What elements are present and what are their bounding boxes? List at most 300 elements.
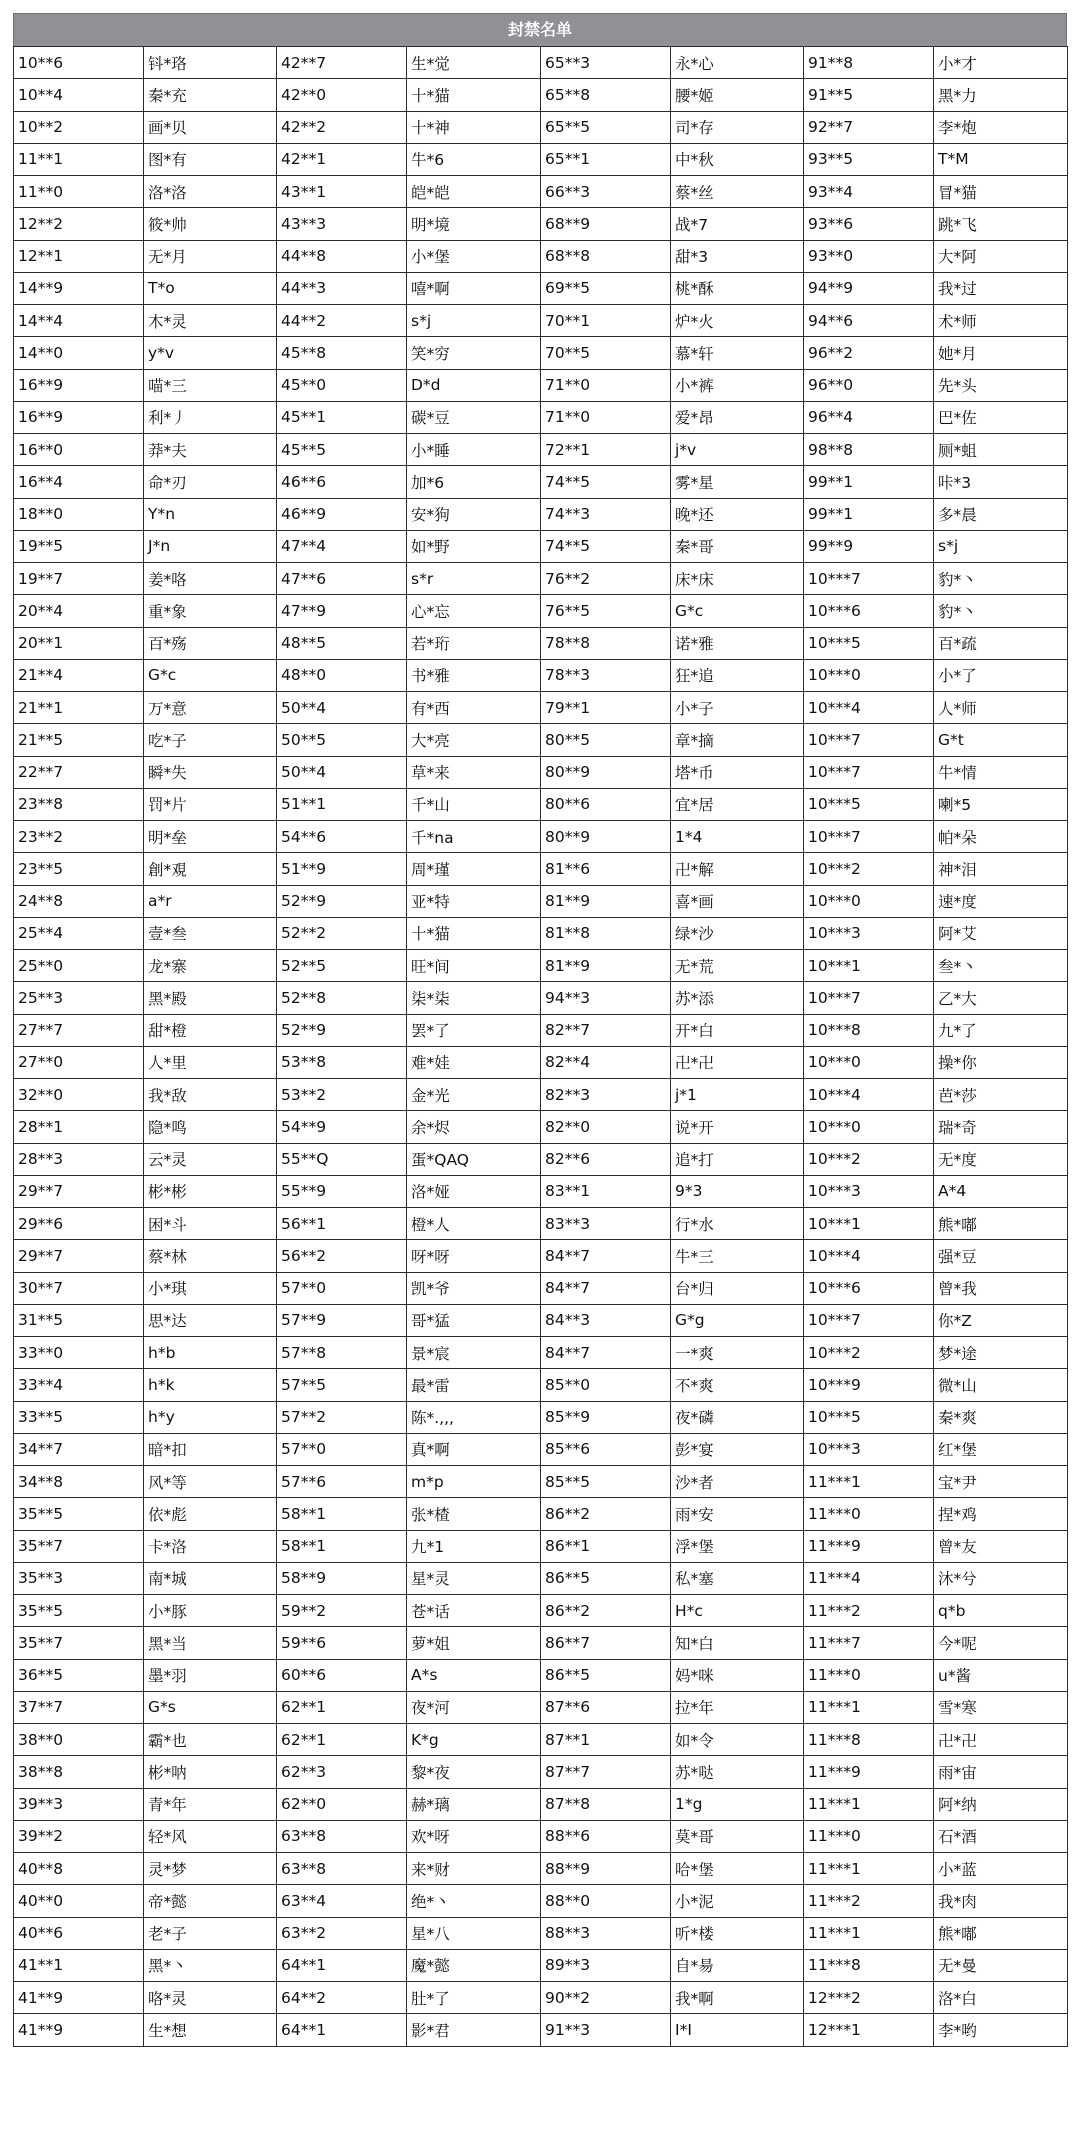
id-cell: 10***5 — [804, 788, 934, 820]
name-cell: 咔*3 — [934, 466, 1068, 498]
id-cell: 23**2 — [14, 821, 144, 853]
id-cell: 37**7 — [14, 1691, 144, 1723]
id-cell: 11**1 — [14, 143, 144, 175]
id-cell: 21**1 — [14, 692, 144, 724]
id-cell: 10***5 — [804, 1401, 934, 1433]
table-row — [14, 143, 1068, 175]
id-cell: 20**1 — [14, 627, 144, 659]
name-cell: 老*子 — [144, 1917, 277, 1949]
table-row — [14, 2014, 1068, 2046]
table-row — [14, 692, 1068, 724]
table-title: 封禁名单 — [13, 13, 1067, 46]
id-cell: 18**0 — [14, 498, 144, 530]
id-cell: 57**0 — [277, 1272, 407, 1304]
id-cell: 64**2 — [277, 1982, 407, 2014]
id-cell: 11***8 — [804, 1724, 934, 1756]
name-cell: s*r — [407, 563, 541, 595]
id-cell: 82**7 — [541, 1014, 671, 1046]
name-cell: D*d — [407, 369, 541, 401]
table-row — [14, 982, 1068, 1014]
name-cell: 皑*皑 — [407, 176, 541, 208]
table-row — [14, 756, 1068, 788]
name-cell: 隐*鸣 — [144, 1111, 277, 1143]
name-cell: 夜*河 — [407, 1691, 541, 1723]
name-cell: u*酱 — [934, 1659, 1068, 1691]
name-cell: 大*亮 — [407, 724, 541, 756]
id-cell: 81**8 — [541, 917, 671, 949]
id-cell: 65**1 — [541, 143, 671, 175]
id-cell: 11***0 — [804, 1820, 934, 1852]
id-cell: 86**5 — [541, 1562, 671, 1594]
name-cell: 困*斗 — [144, 1208, 277, 1240]
id-cell: 42**0 — [277, 79, 407, 111]
name-cell: 十*神 — [407, 111, 541, 143]
name-cell: 罢*了 — [407, 1014, 541, 1046]
name-cell: 苏*哒 — [671, 1756, 804, 1788]
id-cell: 10***3 — [804, 1433, 934, 1465]
id-cell: 25**3 — [14, 982, 144, 1014]
name-cell: 蛋*QAQ — [407, 1143, 541, 1175]
id-cell: 48**5 — [277, 627, 407, 659]
id-cell: 48**0 — [277, 659, 407, 691]
table-row — [14, 1046, 1068, 1078]
name-cell: 不*爽 — [671, 1369, 804, 1401]
name-cell: 李*哟 — [934, 2014, 1068, 2046]
id-cell: 42**1 — [277, 143, 407, 175]
id-cell: 10**4 — [14, 79, 144, 111]
id-cell: 42**2 — [277, 111, 407, 143]
name-cell: 梦*途 — [934, 1337, 1068, 1369]
id-cell: 45**5 — [277, 434, 407, 466]
id-cell: 12**1 — [14, 240, 144, 272]
id-cell: 25**4 — [14, 917, 144, 949]
name-cell: 诺*雅 — [671, 627, 804, 659]
table-row — [14, 240, 1068, 272]
table-row — [14, 1788, 1068, 1820]
id-cell: 23**8 — [14, 788, 144, 820]
name-cell: 1*g — [671, 1788, 804, 1820]
id-cell: 22**7 — [14, 756, 144, 788]
id-cell: 68**9 — [541, 208, 671, 240]
id-cell: 91**5 — [804, 79, 934, 111]
id-cell: 87**8 — [541, 1788, 671, 1820]
name-cell: 知*白 — [671, 1627, 804, 1659]
table-row — [14, 79, 1068, 111]
table-row — [14, 272, 1068, 304]
id-cell: 57**9 — [277, 1304, 407, 1336]
name-cell: 慕*轩 — [671, 337, 804, 369]
name-cell: s*j — [407, 305, 541, 337]
name-cell: 无*度 — [934, 1143, 1068, 1175]
name-cell: 墨*羽 — [144, 1659, 277, 1691]
id-cell: 10***0 — [804, 885, 934, 917]
name-cell: 黑*力 — [934, 79, 1068, 111]
id-cell: 51**9 — [277, 853, 407, 885]
id-cell: 80**9 — [541, 756, 671, 788]
name-cell: 小*泥 — [671, 1885, 804, 1917]
name-cell: 风*等 — [144, 1466, 277, 1498]
name-cell: 图*有 — [144, 143, 277, 175]
name-cell: 阿*纳 — [934, 1788, 1068, 1820]
name-cell: 若*珩 — [407, 627, 541, 659]
id-cell: 47**6 — [277, 563, 407, 595]
name-cell: 司*存 — [671, 111, 804, 143]
name-cell: 绿*沙 — [671, 917, 804, 949]
name-cell: a*r — [144, 885, 277, 917]
id-cell: 10***4 — [804, 692, 934, 724]
id-cell: 41**9 — [14, 1982, 144, 2014]
name-cell: 熊*嘟 — [934, 1208, 1068, 1240]
id-cell: 93**4 — [804, 176, 934, 208]
table-row — [14, 1691, 1068, 1723]
table-row — [14, 401, 1068, 433]
name-cell: 小*堡 — [407, 240, 541, 272]
id-cell: 57**2 — [277, 1401, 407, 1433]
table-row — [14, 1208, 1068, 1240]
id-cell: 62**1 — [277, 1691, 407, 1723]
table-row — [14, 498, 1068, 530]
name-cell: 最*雷 — [407, 1369, 541, 1401]
name-cell: 战*7 — [671, 208, 804, 240]
name-cell: 曾*友 — [934, 1530, 1068, 1562]
id-cell: 42**7 — [277, 47, 407, 79]
id-cell: 10**2 — [14, 111, 144, 143]
name-cell: 彭*宴 — [671, 1433, 804, 1465]
id-cell: 57**6 — [277, 1466, 407, 1498]
name-cell: 九*1 — [407, 1530, 541, 1562]
name-cell: 熊*嘟 — [934, 1917, 1068, 1949]
id-cell: 10***8 — [804, 1014, 934, 1046]
id-cell: 63**4 — [277, 1885, 407, 1917]
id-cell: 52**9 — [277, 1014, 407, 1046]
id-cell: 11***4 — [804, 1562, 934, 1594]
table-row — [14, 1853, 1068, 1885]
table-row — [14, 1337, 1068, 1369]
id-cell: 11***1 — [804, 1853, 934, 1885]
table-row — [14, 1272, 1068, 1304]
id-cell: 39**3 — [14, 1788, 144, 1820]
name-cell: j*v — [671, 434, 804, 466]
id-cell: 11***0 — [804, 1659, 934, 1691]
name-cell: 余*烬 — [407, 1111, 541, 1143]
id-cell: 81**6 — [541, 853, 671, 885]
id-cell: 29**7 — [14, 1175, 144, 1207]
name-cell: 星*灵 — [407, 1562, 541, 1594]
id-cell: 46**6 — [277, 466, 407, 498]
name-cell: 碳*豆 — [407, 401, 541, 433]
name-cell: 帝*懿 — [144, 1885, 277, 1917]
name-cell: 强*豆 — [934, 1240, 1068, 1272]
name-cell: j*1 — [671, 1079, 804, 1111]
id-cell: 57**5 — [277, 1369, 407, 1401]
id-cell: 33**0 — [14, 1337, 144, 1369]
id-cell: 98**8 — [804, 434, 934, 466]
name-cell: 宜*居 — [671, 788, 804, 820]
id-cell: 11***1 — [804, 1788, 934, 1820]
id-cell: 35**3 — [14, 1562, 144, 1594]
table-row — [14, 176, 1068, 208]
name-cell: 洛*白 — [934, 1982, 1068, 2014]
name-cell: 依*彪 — [144, 1498, 277, 1530]
table-row — [14, 1562, 1068, 1594]
id-cell: 99**9 — [804, 530, 934, 562]
id-cell: 20**4 — [14, 595, 144, 627]
name-cell: 喇*5 — [934, 788, 1068, 820]
id-cell: 10***7 — [804, 563, 934, 595]
table-row — [14, 1111, 1068, 1143]
name-cell: 狂*追 — [671, 659, 804, 691]
name-cell: 凯*爷 — [407, 1272, 541, 1304]
name-cell: 嘻*啊 — [407, 272, 541, 304]
id-cell: 11***9 — [804, 1530, 934, 1562]
id-cell: 66**3 — [541, 176, 671, 208]
id-cell: 11**0 — [14, 176, 144, 208]
name-cell: 重*象 — [144, 595, 277, 627]
name-cell: 有*西 — [407, 692, 541, 724]
table-row — [14, 1498, 1068, 1530]
name-cell: 张*楂 — [407, 1498, 541, 1530]
name-cell: 画*贝 — [144, 111, 277, 143]
id-cell: 11***7 — [804, 1627, 934, 1659]
name-cell: 甜*橙 — [144, 1014, 277, 1046]
name-cell: 卡*洛 — [144, 1530, 277, 1562]
id-cell: 19**7 — [14, 563, 144, 595]
id-cell: 62**1 — [277, 1724, 407, 1756]
name-cell: 多*晨 — [934, 498, 1068, 530]
name-cell: 9*3 — [671, 1175, 804, 1207]
id-cell: 82**4 — [541, 1046, 671, 1078]
name-cell: 秦*充 — [144, 79, 277, 111]
name-cell: 創*覌 — [144, 853, 277, 885]
name-cell: 雨*安 — [671, 1498, 804, 1530]
name-cell: 牛*6 — [407, 143, 541, 175]
table-row — [14, 111, 1068, 143]
id-cell: 12***1 — [804, 2014, 934, 2046]
name-cell: 自*昜 — [671, 1949, 804, 1981]
id-cell: 55**9 — [277, 1175, 407, 1207]
name-cell: q*b — [934, 1595, 1068, 1627]
name-cell: 沐*兮 — [934, 1562, 1068, 1594]
id-cell: 24**8 — [14, 885, 144, 917]
id-cell: 27**0 — [14, 1046, 144, 1078]
id-cell: 10***1 — [804, 950, 934, 982]
id-cell: 84**7 — [541, 1337, 671, 1369]
id-cell: 99**1 — [804, 466, 934, 498]
name-cell: 台*归 — [671, 1272, 804, 1304]
id-cell: 59**6 — [277, 1627, 407, 1659]
id-cell: 93**6 — [804, 208, 934, 240]
name-cell: 命*刃 — [144, 466, 277, 498]
name-cell: 爱*昂 — [671, 401, 804, 433]
name-cell: 我*啊 — [671, 1982, 804, 2014]
name-cell: 绝*丶 — [407, 1885, 541, 1917]
id-cell: 11***1 — [804, 1917, 934, 1949]
name-cell: 千*na — [407, 821, 541, 853]
table-row — [14, 1401, 1068, 1433]
name-cell: y*v — [144, 337, 277, 369]
name-cell: 影*君 — [407, 2014, 541, 2046]
id-cell: 10***2 — [804, 1337, 934, 1369]
id-cell: 63**2 — [277, 1917, 407, 1949]
name-cell: 罚*片 — [144, 788, 277, 820]
id-cell: 10***1 — [804, 1208, 934, 1240]
id-cell: 76**5 — [541, 595, 671, 627]
table-row — [14, 1627, 1068, 1659]
name-cell: 肚*了 — [407, 1982, 541, 2014]
name-cell: 明*境 — [407, 208, 541, 240]
name-cell: 秦*哥 — [671, 530, 804, 562]
id-cell: 39**2 — [14, 1820, 144, 1852]
table-row — [14, 1756, 1068, 1788]
table-row — [14, 1917, 1068, 1949]
id-cell: 88**0 — [541, 1885, 671, 1917]
id-cell: 94**3 — [541, 982, 671, 1014]
name-cell: 哥*猛 — [407, 1304, 541, 1336]
name-cell: 沙*者 — [671, 1466, 804, 1498]
id-cell: 10***2 — [804, 1143, 934, 1175]
table-row — [14, 47, 1068, 79]
name-cell: 明*垒 — [144, 821, 277, 853]
id-cell: 74**3 — [541, 498, 671, 530]
name-cell: 安*狗 — [407, 498, 541, 530]
table-row — [14, 1724, 1068, 1756]
id-cell: 68**8 — [541, 240, 671, 272]
id-cell: 11***0 — [804, 1498, 934, 1530]
id-cell: 50**4 — [277, 756, 407, 788]
ban-list — [13, 13, 1067, 2047]
id-cell: 16**9 — [14, 369, 144, 401]
name-cell: 加*6 — [407, 466, 541, 498]
name-cell: h*k — [144, 1369, 277, 1401]
table-row — [14, 305, 1068, 337]
id-cell: 91**3 — [541, 2014, 671, 2046]
name-cell: 如*野 — [407, 530, 541, 562]
name-cell: 来*财 — [407, 1853, 541, 1885]
name-cell: 筱*帅 — [144, 208, 277, 240]
id-cell: 19**5 — [14, 530, 144, 562]
name-cell: 黑*丶 — [144, 1949, 277, 1981]
name-cell: T*o — [144, 272, 277, 304]
id-cell: 64**1 — [277, 2014, 407, 2046]
table-row — [14, 1014, 1068, 1046]
name-cell: 牛*情 — [934, 756, 1068, 788]
id-cell: 29**6 — [14, 1208, 144, 1240]
id-cell: 94**6 — [804, 305, 934, 337]
name-cell: 轻*风 — [144, 1820, 277, 1852]
name-cell: 黑*当 — [144, 1627, 277, 1659]
id-cell: 10***7 — [804, 982, 934, 1014]
id-cell: 84**7 — [541, 1272, 671, 1304]
id-cell: 88**9 — [541, 1853, 671, 1885]
id-cell: 53**2 — [277, 1079, 407, 1111]
id-cell: 86**2 — [541, 1595, 671, 1627]
name-cell: G*c — [671, 595, 804, 627]
table-row — [14, 1530, 1068, 1562]
id-cell: 10***0 — [804, 659, 934, 691]
name-cell: 九*了 — [934, 1014, 1068, 1046]
name-cell: 我*敌 — [144, 1079, 277, 1111]
name-cell: 咯*灵 — [144, 1982, 277, 2014]
id-cell: 10***9 — [804, 1369, 934, 1401]
name-cell: 真*啊 — [407, 1433, 541, 1465]
name-cell: 芭*莎 — [934, 1079, 1068, 1111]
id-cell: 11***1 — [804, 1466, 934, 1498]
name-cell: 跳*飞 — [934, 208, 1068, 240]
name-cell: 金*光 — [407, 1079, 541, 1111]
id-cell: 80**9 — [541, 821, 671, 853]
table-row — [14, 627, 1068, 659]
name-cell: 钭*珞 — [144, 47, 277, 79]
table-row — [14, 1079, 1068, 1111]
table-row — [14, 788, 1068, 820]
name-cell: 她*月 — [934, 337, 1068, 369]
id-cell: 63**8 — [277, 1820, 407, 1852]
name-cell: A*4 — [934, 1175, 1068, 1207]
table-row — [14, 853, 1068, 885]
name-cell: 小*了 — [934, 659, 1068, 691]
name-cell: A*s — [407, 1659, 541, 1691]
id-cell: 81**9 — [541, 950, 671, 982]
name-cell: 欢*呀 — [407, 1820, 541, 1852]
id-cell: 85**0 — [541, 1369, 671, 1401]
name-cell: 星*八 — [407, 1917, 541, 1949]
id-cell: 76**2 — [541, 563, 671, 595]
id-cell: 65**3 — [541, 47, 671, 79]
id-cell: 94**9 — [804, 272, 934, 304]
id-cell: 62**3 — [277, 1756, 407, 1788]
name-cell: 术*师 — [934, 305, 1068, 337]
table-row — [14, 1369, 1068, 1401]
name-cell: 百*殇 — [144, 627, 277, 659]
id-cell: 91**8 — [804, 47, 934, 79]
name-cell: 柒*柒 — [407, 982, 541, 1014]
id-cell: 45**0 — [277, 369, 407, 401]
name-cell: 我*肉 — [934, 1885, 1068, 1917]
table-row — [14, 369, 1068, 401]
id-cell: 82**3 — [541, 1079, 671, 1111]
id-cell: 43**1 — [277, 176, 407, 208]
table-row — [14, 1433, 1068, 1465]
name-cell: 百*疏 — [934, 627, 1068, 659]
name-cell: 喵*三 — [144, 369, 277, 401]
name-cell: 周*瑾 — [407, 853, 541, 885]
name-cell: 彬*彬 — [144, 1175, 277, 1207]
name-cell: 乙*大 — [934, 982, 1068, 1014]
id-cell: 52**9 — [277, 885, 407, 917]
name-cell: 拉*年 — [671, 1691, 804, 1723]
id-cell: 45**1 — [277, 401, 407, 433]
id-cell: 10***5 — [804, 627, 934, 659]
name-cell: 床*床 — [671, 563, 804, 595]
id-cell: 50**5 — [277, 724, 407, 756]
id-cell: 14**4 — [14, 305, 144, 337]
name-cell: 洛*洛 — [144, 176, 277, 208]
name-cell: 卍*解 — [671, 853, 804, 885]
name-cell: 黑*殿 — [144, 982, 277, 1014]
name-cell: 牛*三 — [671, 1240, 804, 1272]
id-cell: 81**9 — [541, 885, 671, 917]
ban-table — [13, 46, 1068, 2047]
name-cell: 红*堡 — [934, 1433, 1068, 1465]
id-cell: 11***2 — [804, 1595, 934, 1627]
table-row — [14, 1659, 1068, 1691]
id-cell: 56**1 — [277, 1208, 407, 1240]
table-row — [14, 1820, 1068, 1852]
table-row — [14, 1240, 1068, 1272]
name-cell: 1*4 — [671, 821, 804, 853]
name-cell: 暗*扣 — [144, 1433, 277, 1465]
id-cell: 87**1 — [541, 1724, 671, 1756]
